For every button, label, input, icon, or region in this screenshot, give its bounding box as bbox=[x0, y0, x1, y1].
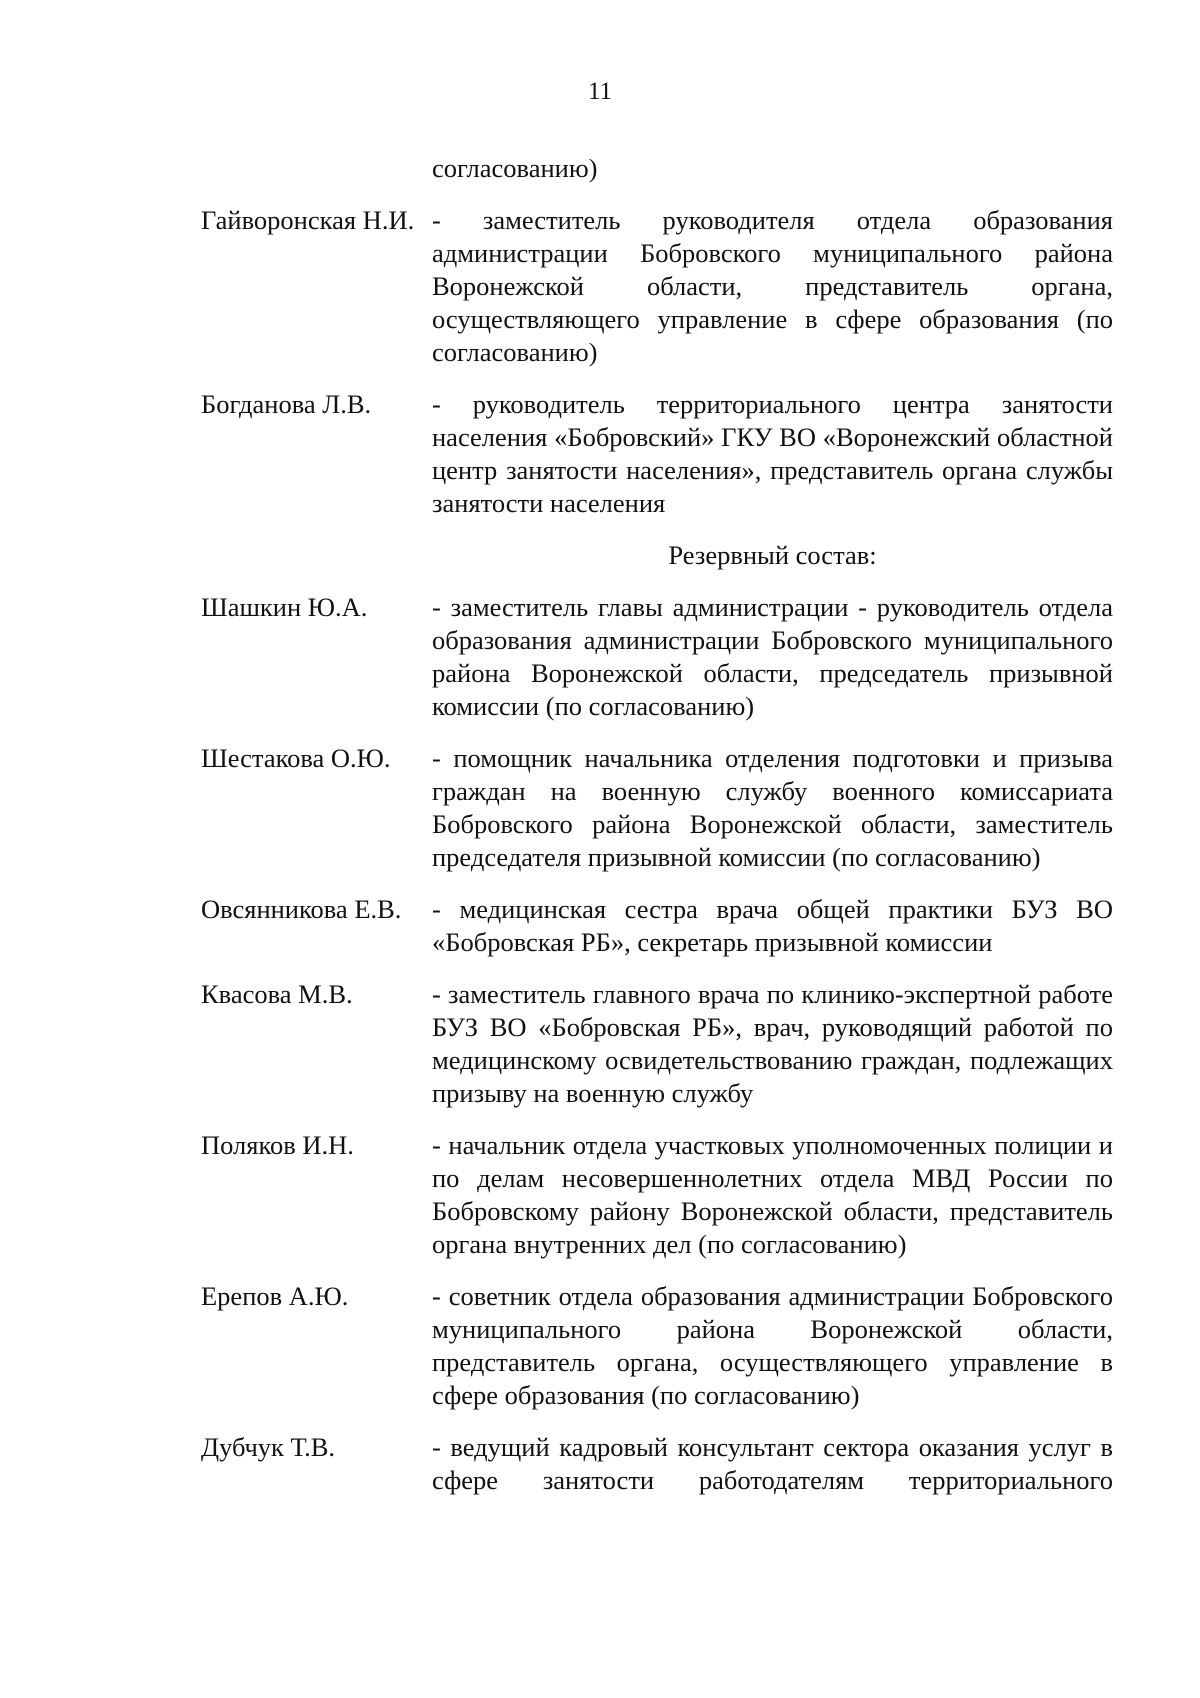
member-name: Квасова М.В. bbox=[201, 979, 353, 1009]
member-name: Дубчук Т.В. bbox=[201, 1432, 335, 1462]
continuation-row bbox=[201, 152, 1113, 185]
member-row bbox=[201, 742, 1113, 874]
member-name: Шашкин Ю.А. bbox=[201, 592, 368, 622]
reserve-section-title: Резервный состав: bbox=[668, 540, 877, 570]
member-name: Поляков И.Н. bbox=[201, 1130, 354, 1160]
member-role: - медицинская сестра врача общей практики БУЗ ВО «Бобровская РБ», секретарь призывной комиссии bbox=[432, 894, 1113, 957]
member-row bbox=[201, 978, 1113, 1110]
member-name: Богданова Л.В. bbox=[201, 389, 372, 419]
member-row bbox=[201, 204, 1113, 369]
member-row bbox=[201, 893, 1113, 959]
member-role: - помощник начальника отделения подготовки и призыва граждан на военную службу военного комиссариата Бобровского района Воронежской области, заместитель председателя призывной комиссии (по согласованию) bbox=[432, 743, 1113, 872]
member-name: Шестакова О.Ю. bbox=[201, 743, 391, 773]
member-row bbox=[201, 1280, 1113, 1412]
member-name: Гайворонская Н.И. bbox=[201, 205, 415, 235]
member-name: Овсянникова Е.В. bbox=[201, 894, 402, 924]
member-role: - начальник отдела участковых уполномоченных полиции и по делам несовершеннолетних отдела МВД России по Бобровскому району Воронежской области, представитель органа внутренних дел (по согласованию) bbox=[432, 1130, 1113, 1259]
member-row bbox=[201, 591, 1113, 723]
member-role: - заместитель главного врача по клинико-экспертной работе БУЗ ВО «Бобровская РБ», врач, руководящий работой по медицинскому освидетельствованию граждан, подлежащих призыву на военную службу bbox=[432, 979, 1113, 1108]
member-name: Ерепов А.Ю. bbox=[201, 1281, 349, 1311]
member-row bbox=[201, 388, 1113, 520]
continuation-text: согласованию) bbox=[432, 153, 598, 183]
member-role: - заместитель главы администрации - руководитель отдела образования администрации Бобровского муниципального района Воронежской области, председатель призывной комиссии (по согласованию) bbox=[432, 592, 1113, 721]
page-number: 11 bbox=[587, 78, 613, 105]
member-role: - руководитель территориального центра занятости населения «Бобровский» ГКУ ВО «Воронежский областной центр занятости населения», представитель органа службы занятости населения bbox=[432, 389, 1113, 518]
member-row bbox=[201, 1129, 1113, 1261]
member-row bbox=[201, 1431, 1113, 1497]
member-role: - ведущий кадровый консультант сектора оказания услуг в сфере занятости работодателям территориального bbox=[432, 1432, 1113, 1495]
member-role: - советник отдела образования администрации Бобровского муниципального района Воронежской области, представитель органа, осуществляющего управление в сфере образования (по согласованию) bbox=[432, 1281, 1113, 1410]
document-body bbox=[201, 152, 1113, 1497]
member-role: - заместитель руководителя отдела образования администрации Бобровского муниципального района Воронежской области, представитель органа, осуществляющего управление в сфере образования (по согласованию) bbox=[432, 205, 1113, 367]
